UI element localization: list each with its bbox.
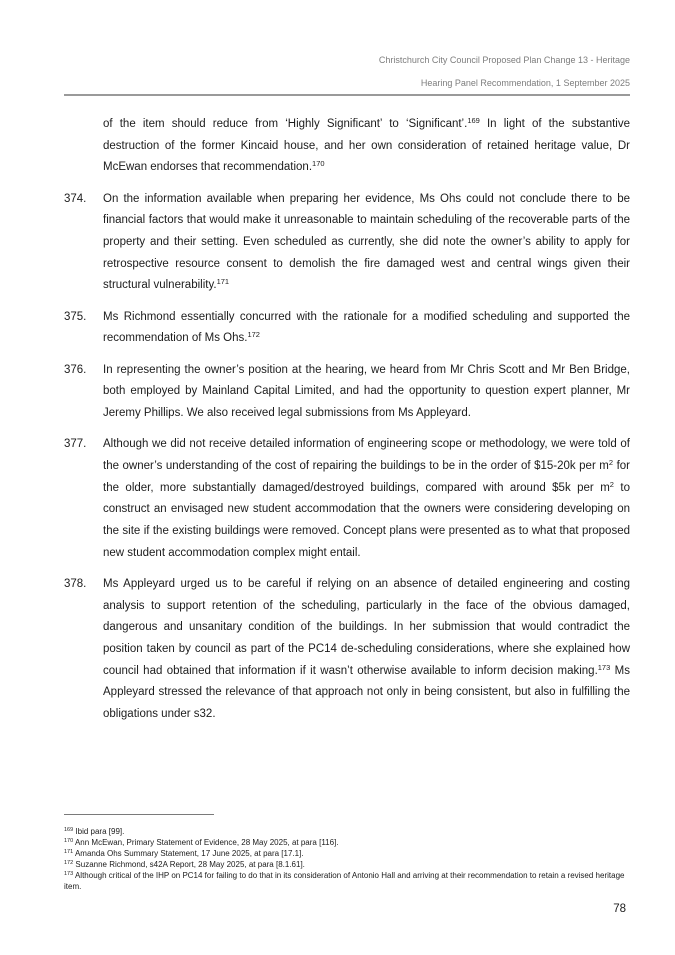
paragraph-list	[64, 114, 630, 726]
footnote: $^{170}$ Ann McEwan, Primary Statement of Evidence, 28 May 2025, at para [116].	[64, 838, 339, 847]
paragraph-number: 377.	[64, 438, 87, 451]
paragraph	[64, 307, 630, 350]
paragraph	[64, 574, 630, 726]
footnote-reference: 171	[216, 277, 230, 287]
footnote-reference: 170	[312, 159, 325, 169]
document-body	[64, 114, 630, 735]
header-title: Christchurch City Council Proposed Plan Change 13 - Heritage	[378, 55, 630, 65]
paragraph-text: On the information available when preparing her evidence, Ms Ohs could not conclude there to be financial factors that would make it unreasonable to maintain scheduling of the recoverable parts of the property and their setting. Even scheduled as currently, she did note the owner’s ability to apply for retrospective resource consent to demolish the fire damaged west and central wings given their structural vulnerability.$^{171}$	[103, 192, 630, 292]
footnote-reference: 173	[597, 662, 611, 672]
footnote-reference: 169	[467, 116, 480, 125]
paragraph	[64, 114, 630, 179]
page-number: 78	[613, 903, 626, 915]
paragraph-text: Although we did not receive detailed information of engineering scope or methodology, we were told of the owner’s understanding of the cost of repairing the buildings to be in the order of $15-20k per m$^2$ for the older, more substantially damaged/destroyed buildings, compared with around $5k per m$^2$ to construct an envisaged new student accommodation that the owners were considering developing on the site if the existing buildings were removed. Concept plans were presented as to what that proposed new student accommodation complex might entail.	[103, 438, 630, 559]
paragraph-number: 375.	[64, 310, 87, 323]
footnote-number: 172	[64, 860, 74, 866]
paragraph	[64, 434, 630, 564]
page-header	[64, 49, 630, 95]
paragraph-number: 376.	[64, 363, 87, 376]
paragraph-number	[64, 114, 103, 179]
paragraph-text: Ms Richmond essentially concurred with the rationale for a modified scheduling and supported the recommendation of Ms Ohs.$^{172}$	[103, 310, 630, 345]
footnote-reference: 172	[247, 330, 260, 340]
paragraph-text: Ms Appleyard urged us to be careful if relying on an absence of detailed engineering and costing analysis to support retention of the scheduling, particularly in the face of the obvious damaged, dangerous and unsanitary condition of the buildings. In her submission that would contradict the position taken by council as part of the PC14 de-scheduling considerations, where she explained how council had obtained that information if it wasn’t otherwise available to inform decision making.$^{173}$ Ms Appleyard stressed the relevance of that approach not only in being consistent, but also in fulfilling the obligations under s32.	[103, 577, 630, 721]
paragraph-number: 374.	[64, 192, 87, 205]
paragraph	[64, 189, 630, 298]
header-subtitle: Hearing Panel Recommendation, 1 September 2025	[420, 78, 630, 88]
header-divider	[64, 94, 630, 96]
footnote-reference: 2	[608, 457, 614, 467]
footnote-section	[64, 814, 633, 892]
paragraph-number: 378.	[64, 577, 87, 590]
footnote: $^{173}$ Although critical of the IHP on PC14 for failing to do that in its consideration of Antonio Hall and arriving at their recommendation to retain a revised heritage item.	[64, 871, 625, 891]
footnote-reference: 2	[609, 479, 614, 489]
paragraph-text: In representing the owner’s position at the hearing, we heard from Mr Chris Scott and Mr Ben Bridge, both employed by Mainland Capital Limited, and had the opportunity to question expert planner, Mr Jeremy Phillips. We also received legal submissions from Ms Appleyard.	[103, 363, 630, 419]
footnote-number: 171	[64, 849, 74, 855]
footnote-number: 170	[64, 838, 74, 844]
paragraph-text: of the item should reduce from ‘Highly Significant’ to ‘Significant’.$^{169}$ In light of the substantive destruction of the former Kincaid house, and her own consideration of retained heritage value, Dr McEwan endorses that recommendation.$^{170}$	[103, 116, 630, 174]
footnote: $^{171}$ Amanda Ohs Summary Statement, 17 June 2025, at para [17.1].	[64, 849, 304, 858]
footnote: $^{172}$ Suzanne Richmond, s42A Report, 28 May 2025, at para [8.1.61].	[64, 860, 305, 869]
footnote-list	[64, 826, 633, 892]
footnote-number: 169	[64, 827, 74, 833]
footnote-number: 173	[64, 871, 74, 877]
footnote: $^{169}$ Ibid para [99].	[64, 827, 125, 836]
footnote-divider	[64, 814, 214, 815]
paragraph	[64, 360, 630, 425]
